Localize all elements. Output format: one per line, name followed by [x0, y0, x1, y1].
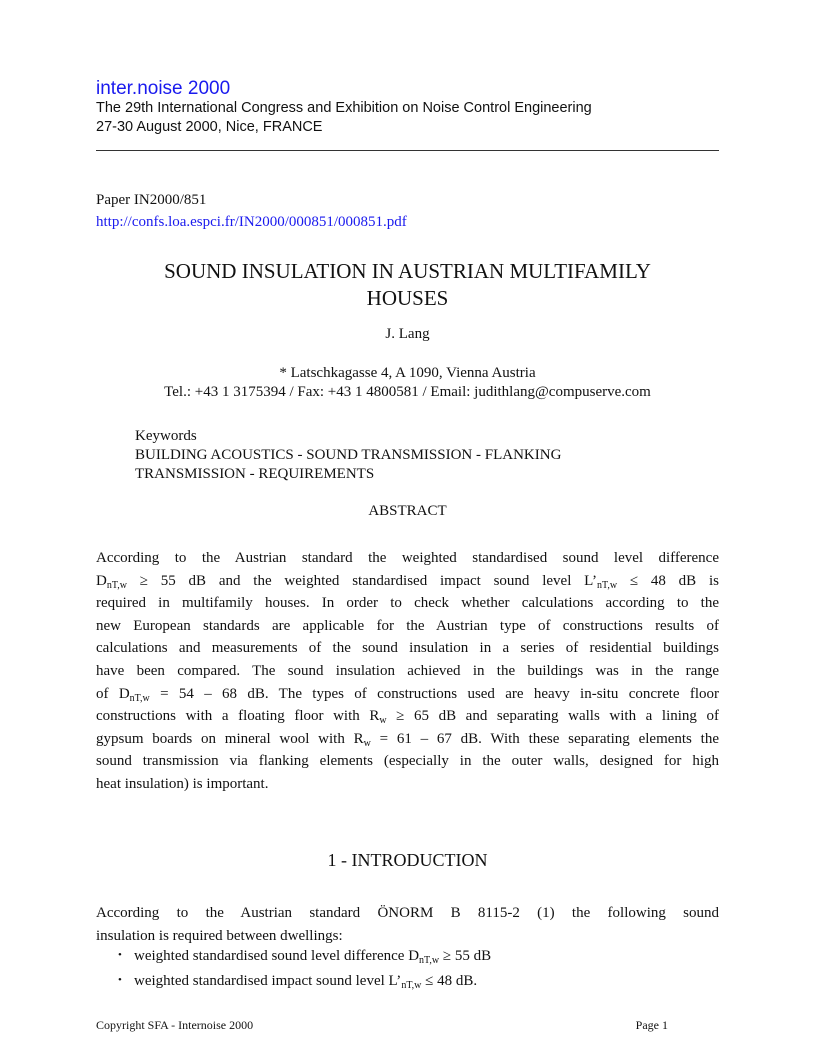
author-address: * Latschkagasse 4, A 1090, Vienna Austria — [279, 365, 536, 381]
paper-title — [96, 258, 719, 312]
keywords-line-1: BUILDING ACOUSTICS - SOUND TRANSMISSION - FLANKING — [135, 447, 562, 463]
introduction-line: According to the Austrian standard ÖNORM B 8115-2 (1) the following sound — [96, 905, 719, 921]
footer-copyright: Copyright SFA - Internoise 2000 — [96, 1018, 254, 1032]
congress-dates: 27-30 August 2000, Nice, FRANCE — [96, 119, 323, 135]
keywords-block — [135, 427, 561, 484]
keywords-heading: Keywords — [135, 428, 197, 444]
paper-url-link[interactable]: http://confs.loa.espci.fr/IN2000/000851/000851.pdf — [96, 214, 407, 230]
abstract-line: new European standards are applicable for the Austrian type of constructions results of — [96, 617, 719, 634]
bullet-icon: • — [118, 949, 122, 961]
abstract-heading: ABSTRACT — [368, 503, 447, 519]
abstract-line: $D_{nT,w} \ge 55$ dB and the weighted standardised impact sound level $L’_{nT,w} \le 48$ dB is — [96, 572, 719, 591]
author: J. Lang — [385, 326, 430, 342]
introduction-body — [96, 902, 719, 947]
footer-page-number: Page 1 — [635, 1018, 668, 1032]
list-item: • weighted standardised impact sound level $L’_{nT,w} \le 48$ dB. — [118, 973, 478, 991]
abstract-line: constructions with a floating floor with $R_w \ge 65$ dB and separating walls with a lining of — [96, 708, 719, 727]
paper-title-line-2: HOUSES — [366, 286, 449, 310]
abstract-line: have been compared. The sound insulation achieved in the buildings was in the range — [96, 662, 719, 679]
congress-name: The 29th International Congress and Exhibition on Noise Control Engineering — [96, 100, 592, 116]
introduction-line: insulation is required between dwellings: — [96, 927, 343, 944]
abstract-line: According to the Austrian standard the weighted standardised sound level difference — [96, 550, 719, 566]
abstract-line: of $D_{nT,w} = 54 - 68$ dB. The types of constructions used are heavy in-situ concrete floor — [96, 685, 719, 704]
bullet-icon: • — [118, 974, 122, 986]
abstract-line: sound transmission via flanking elements (especially in the outer walls, designed for high — [96, 753, 719, 770]
paper-id: Paper IN2000/851 — [96, 192, 207, 208]
keywords-line-2: TRANSMISSION - REQUIREMENTS — [135, 466, 375, 482]
abstract-line: required in multifamily houses. In order to check whether calculations according to the — [96, 595, 719, 612]
abstract-line: calculations and measurements of the sound insulation in a series of residential buildings — [96, 640, 719, 657]
abstract-body — [96, 547, 719, 796]
abstract-line: gypsum boards on mineral wool with $R_w = 61 - 67$ dB. With these separating elements the — [96, 730, 719, 749]
abstract-line: heat insulation) is important. — [96, 775, 269, 792]
list-item: • weighted standardised sound level difference $D_{nT,w} \ge 55$ dB — [118, 948, 492, 966]
header-divider — [96, 150, 719, 151]
conference-title: inter.noise 2000 — [96, 78, 231, 99]
paper-title-line-1: SOUND INSULATION IN AUSTRIAN MULTIFAMILY — [164, 259, 651, 283]
section-heading-introduction: 1 - INTRODUCTION — [327, 850, 488, 870]
author-contact: Tel.: +43 1 3175394 / Fax: +43 1 4800581 / Email: judithlang@compuserve.com — [164, 384, 651, 400]
